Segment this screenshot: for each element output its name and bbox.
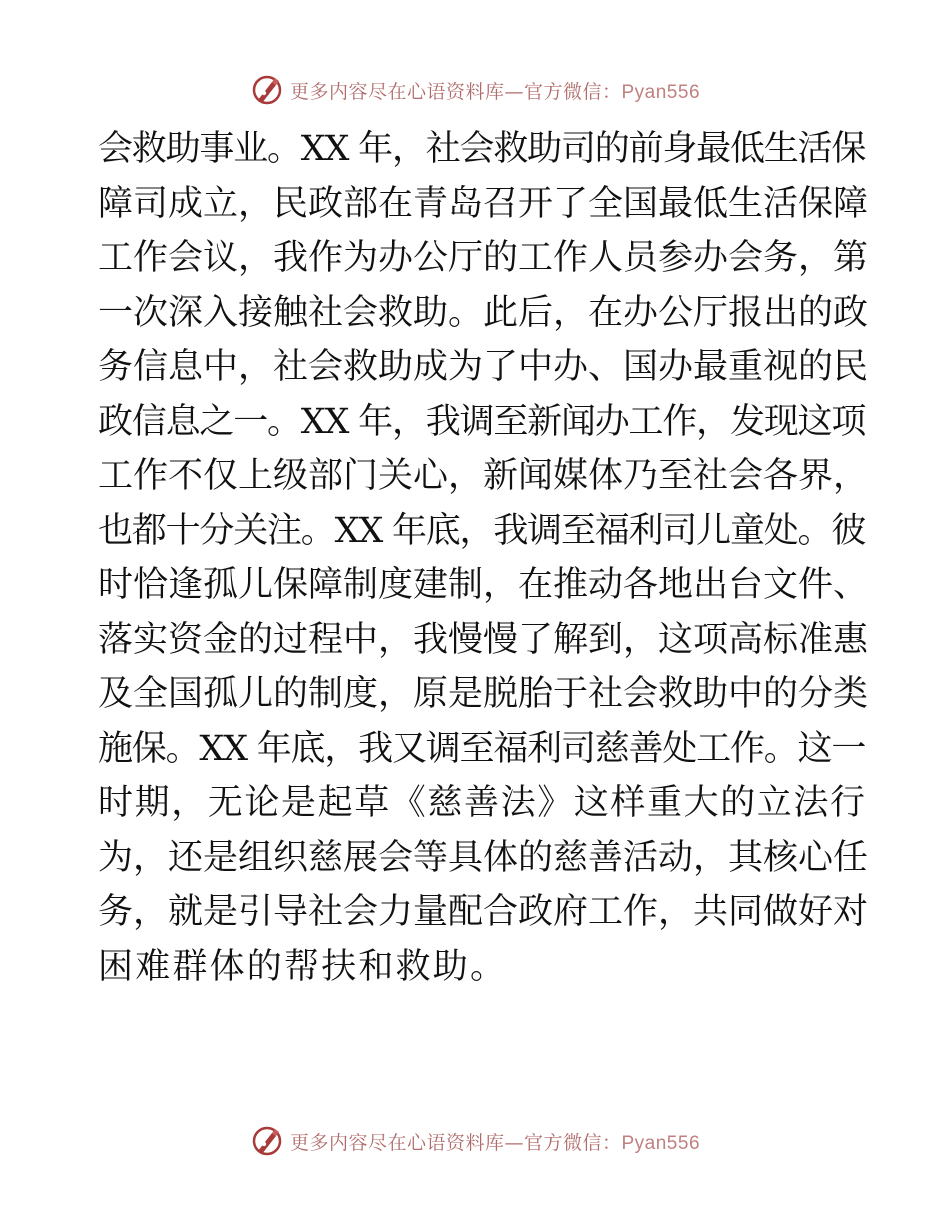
document-body (98, 122, 868, 994)
text-line: 施保。XX 年底，我又调至福利司慈善处工作。这一 (98, 728, 866, 769)
text-line: 务，就是引导社会力量配合政府工作，共同做好对 (98, 892, 869, 932)
text-line: 也都十分关注。XX 年底，我调至福利司儿童处。彼 (98, 510, 866, 551)
pen-logo-icon (250, 73, 284, 107)
text-line: 落实资金的过程中，我慢慢了解到，这项高标准惠 (98, 619, 869, 660)
footer-banner-id: Pyan556 (621, 1132, 701, 1154)
text-line: 会救助事业。XX 年，社会救助司的前身最低生活保 (98, 129, 866, 169)
text-line: 一次深入接触社会救助。此后，在办公厅报出的政 (98, 292, 869, 333)
footer-banner-text: 更多内容尽在心语资料库—官方微信：Pyan556 (289, 1131, 701, 1154)
text-line: 工作会议，我作为办公厅的工作人员参办会务，第 (98, 238, 869, 278)
header-banner-text: 更多内容尽在心语资料库—官方微信：Pyan556 (289, 80, 701, 103)
text-line: 务信息中，社会救助成为了中办、国办最重视的民 (98, 347, 869, 387)
text-line: 困难群体的帮扶和救助。 (98, 946, 508, 987)
text-line: 政信息之一。XX 年，我调至新闻办工作，发现这项 (98, 401, 866, 442)
pen-logo-icon (250, 1124, 284, 1158)
text-line: 工作不仅上级部门关心，新闻媒体乃至社会各界， (98, 456, 869, 496)
footer-banner (0, 1121, 950, 1161)
text-line: 为，还是组织慈展会等具体的慈善活动，其核心任 (98, 837, 869, 878)
header-banner-id: Pyan556 (621, 81, 701, 103)
text-line: 时恰逢孤儿保障制度建制，在推动各地出台文件、 (98, 565, 869, 605)
header-banner (0, 70, 950, 110)
text-line: 时期，无论是起草《慈善法》这样重大的立法行 (98, 783, 867, 823)
text-line: 障司成立，民政部在青岛召开了全国最低生活保障 (98, 183, 869, 224)
text-line: 及全国孤儿的制度，原是脱胎于社会救助中的分类 (98, 674, 869, 714)
